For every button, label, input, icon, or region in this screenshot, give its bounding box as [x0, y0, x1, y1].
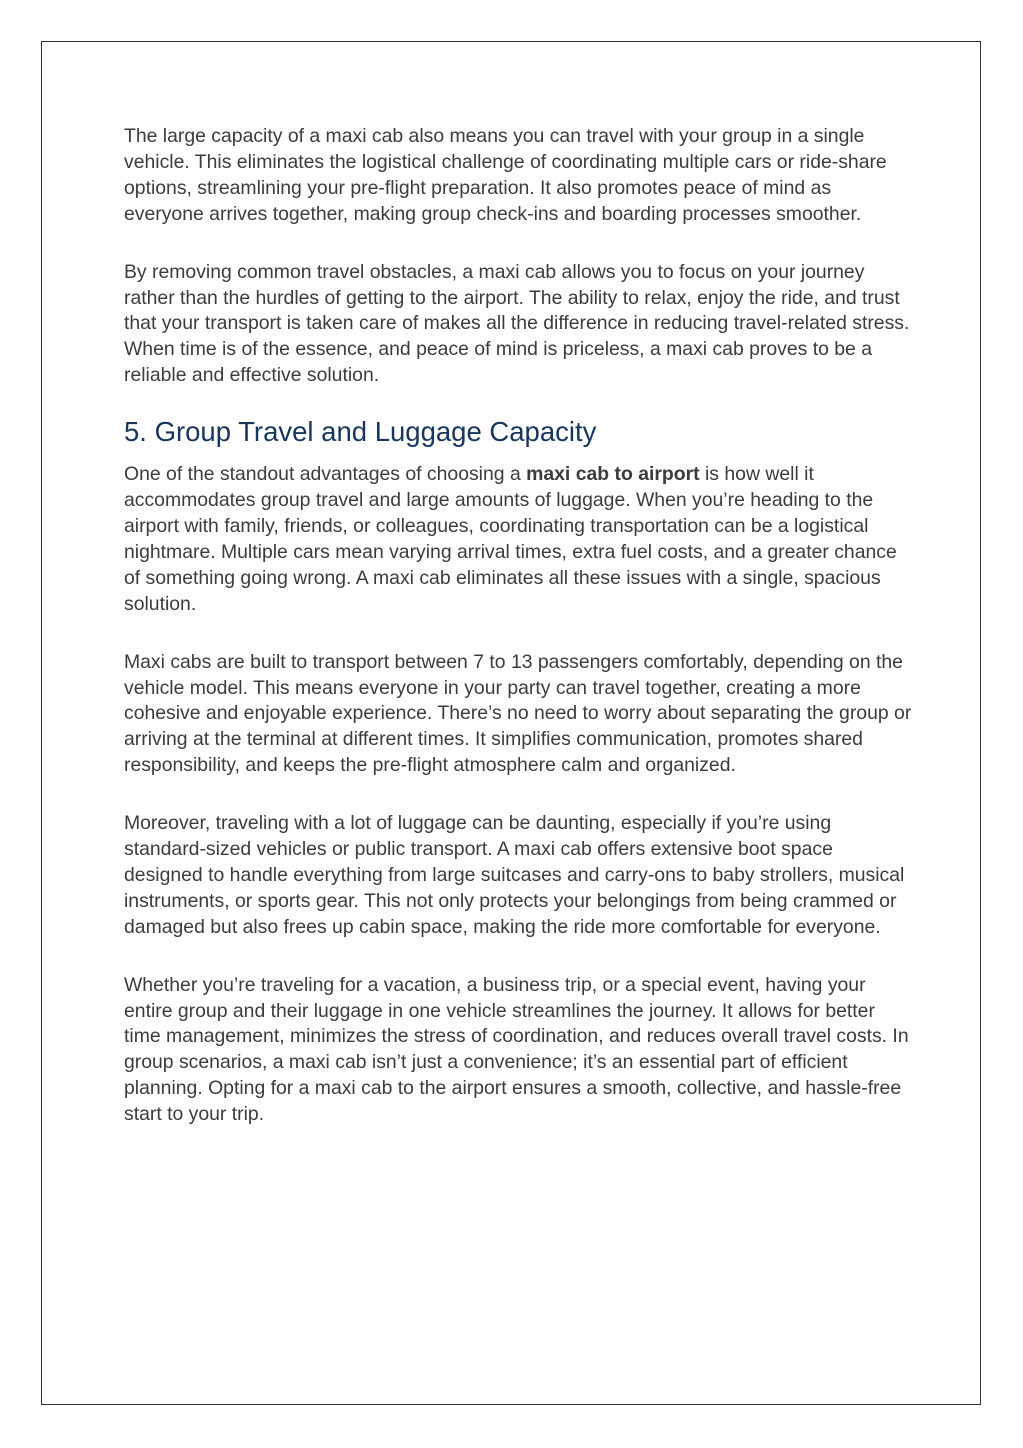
paragraph-text-start: One of the standout advantages of choosing a	[124, 463, 527, 486]
section-heading: 5. Group Travel and Luggage Capacity	[124, 416, 597, 448]
paragraph-standout-advantages	[124, 462, 914, 617]
document-body	[124, 124, 914, 1128]
paragraph-travel-obstacles: By removing common travel obstacles, a maxi cab allows you to focus on your journey rather than the hurdles of getting to the airport. The ability to relax, enjoy the ride, and trust that your transport is taken care of makes all the difference in reducing travel-related stress. When time is of the essence, and peace of mind is priceless, a maxi cab proves to be a reliable and effective solution.	[124, 260, 910, 387]
paragraph-passenger-capacity: Maxi cabs are built to transport between 7 to 13 passengers comfortably, depending on the vehicle model. This means everyone in your party can travel together, creating a more cohesive and enjoyable experience. There’s no need to worry about separating the group or arriving at the terminal at different times. It simplifies communication, promotes shared responsibility, and keeps the pre-flight atmosphere calm and organized.	[124, 650, 912, 777]
paragraph-text-end: is how well it accommodates group travel and large amounts of luggage. When you’re heading to the airport with family, friends, or colleagues, coordinating transportation can be a logistical nightmare. Multiple cars mean varying arrival times, extra fuel costs, and a greater chance of something going wrong. A maxi cab eliminates all these issues with a single, spacious solution.	[124, 463, 897, 615]
bold-keyword: maxi cab to airport	[526, 463, 700, 486]
paragraph-group-scenarios: Whether you’re traveling for a vacation, a business trip, or a special event, having your entire group and their luggage in one vehicle streamlines the journey. It allows for better time management, minimizes the stress of coordination, and reduces overall travel costs. In group scenarios, a maxi cab isn’t just a convenience; it’s an essential part of efficient planning. Opting for a maxi cab to the airport ensures a smooth, collective, and hassle-free start to your trip.	[124, 973, 909, 1126]
paragraph-group-capacity: The large capacity of a maxi cab also means you can travel with your group in a single vehicle. This eliminates the logistical challenge of coordinating multiple cars or ride-share options, streamlining your pre-flight preparation. It also promotes peace of mind as everyone arrives together, making group check-ins and boarding processes smoother.	[124, 125, 887, 225]
paragraph-luggage-space: Moreover, traveling with a lot of luggage can be daunting, especially if you’re using standard-sized vehicles or public transport. A maxi cab offers extensive boot space designed to handle everything from large suitcases and carry-ons to baby strollers, musical instruments, or sports gear. This not only protects your belongings from being crammed or damaged but also frees up cabin space, making the ride more comfortable for everyone.	[124, 812, 905, 938]
